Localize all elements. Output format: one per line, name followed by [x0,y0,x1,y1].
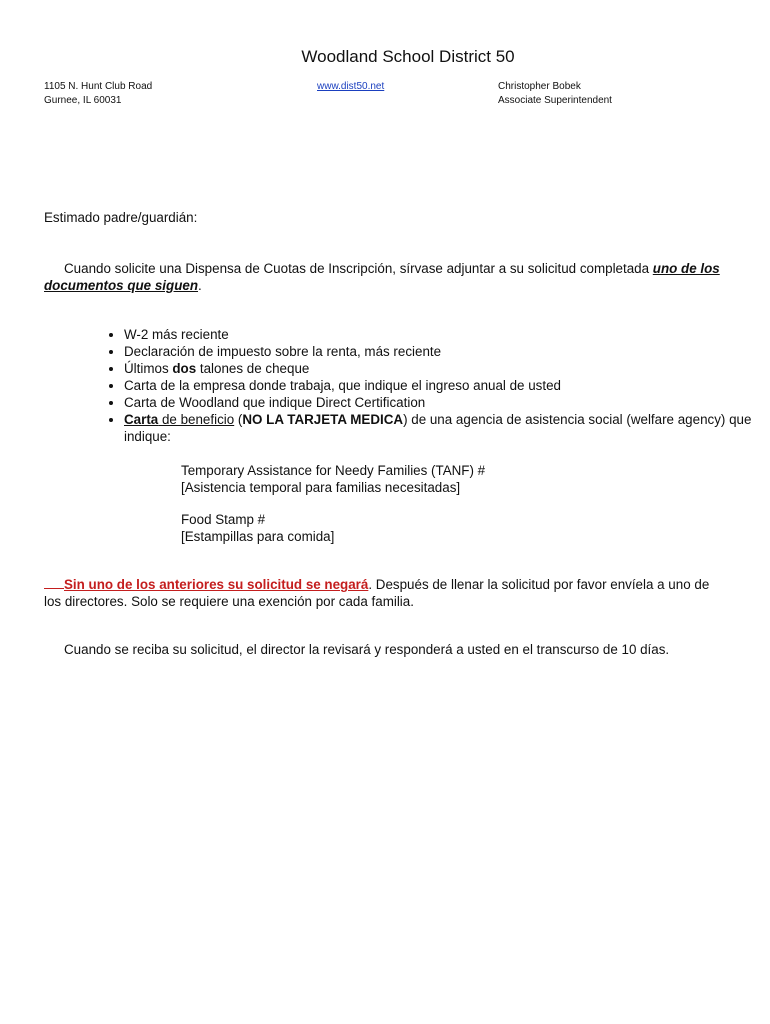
item-text: Últimos [124,361,173,376]
contact-role: Associate Superintendent [498,95,612,106]
tanf-line-2: [Asistencia temporal para familias necesitadas] [181,480,461,495]
greeting: Estimado padre/guardián: [44,210,198,225]
intro-paragraph [44,260,724,294]
district-title: Woodland School District 50 [301,47,515,66]
list-item: • Carta de la empresa donde trabaja, que indique el ingreso anual de usted [124,377,754,394]
list-item: • Declaración de impuesto sobre la renta, más reciente [124,343,754,360]
address-line-2: Gurnee, IL 60031 [44,95,122,106]
contact-block [498,80,612,108]
denied-emphasis: Sin uno de los anteriores su solicitud se negará [64,577,369,592]
item-bold-text: NO LA TARJETA MEDICA [242,412,404,427]
item-text: ) de una agencia de asistencia social (welfare agency) que indique: [124,412,752,444]
list-item: • W-2 más reciente [124,326,754,343]
item-text: talones de cheque [196,361,310,376]
red-underline-spacer [44,576,64,589]
website-link[interactable]: www.dist50.net [317,81,385,92]
denied-rest: . Después de llenar la solicitud por favor envíela a uno de los directores. Solo se requiere una exención por cada familia. [44,577,710,609]
contact-name: Christopher Bobek [498,81,581,92]
list-item [124,360,754,377]
list-item [124,411,754,445]
district-address [44,80,152,108]
item-underlined-text: de beneficio [158,412,235,427]
food-line-2: [Estampillas para comida] [181,529,335,544]
documents-list [80,326,754,445]
tanf-block [181,462,485,496]
item-text: ( [234,412,243,427]
intro-end: . [198,278,202,293]
review-paragraph: Cuando se reciba su solicitud, el director la revisará y responderá a usted en el transcurso de 10 días. [64,642,670,657]
food-stamp-block [181,511,334,545]
food-line-1: Food Stamp # [181,512,266,527]
intro-text: Cuando solicite una Dispensa de Cuotas de Inscripción, sírvase adjuntar a su solicitud completada [64,261,653,276]
tanf-line-1: Temporary Assistance for Needy Families (TANF) # [181,463,486,478]
list-item: • Carta de Woodland que indique Direct Certification [124,394,754,411]
address-line-1: 1105 N. Hunt Club Road [44,81,153,92]
denied-paragraph [44,576,724,610]
intro-emphasis: uno de los documentos que siguen [44,261,720,293]
item-bold-text: dos [172,361,197,376]
item-bold-text: Carta [124,412,159,427]
